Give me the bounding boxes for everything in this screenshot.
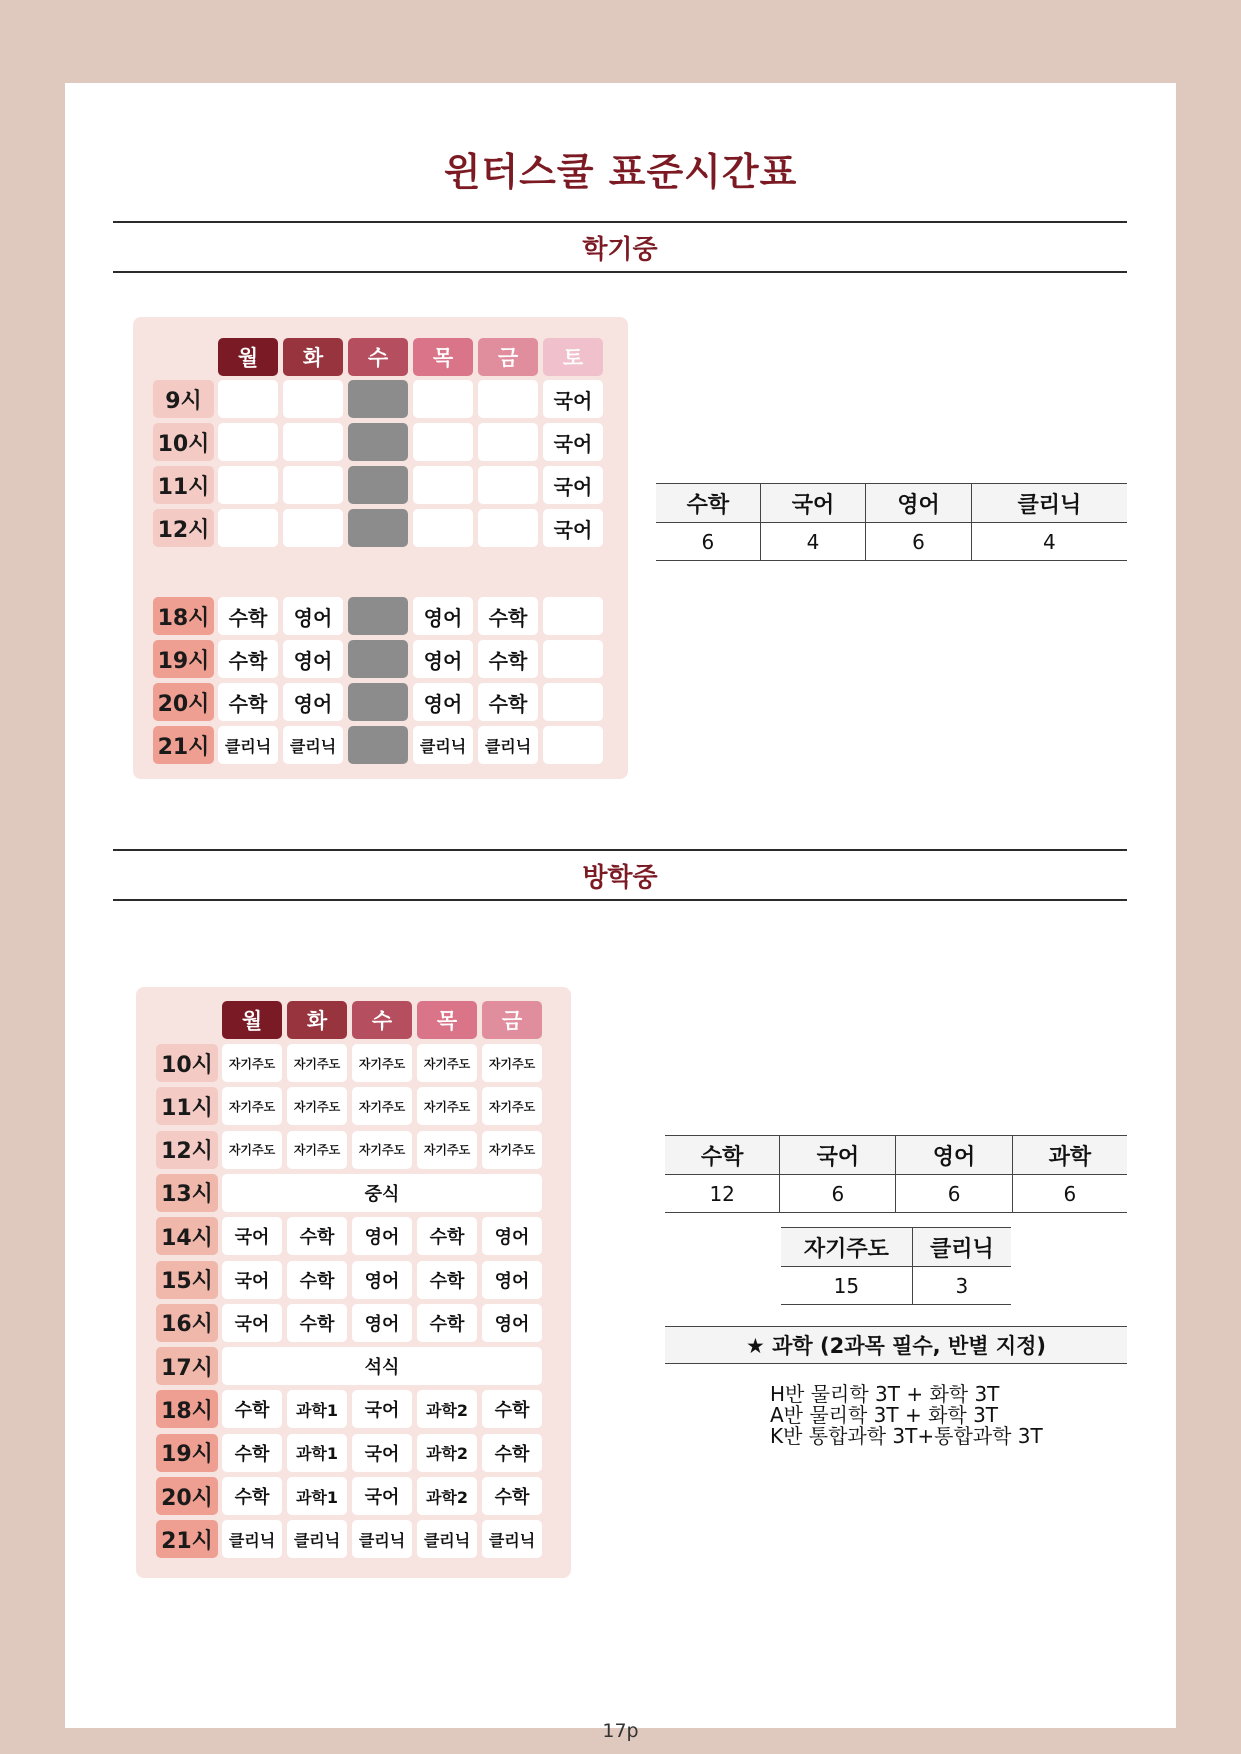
time-label: 19시 bbox=[153, 640, 214, 678]
closed-slot bbox=[348, 597, 408, 635]
timetable-cell: 자기주도 bbox=[287, 1087, 347, 1125]
timetable-cell: 국어 bbox=[352, 1390, 412, 1428]
timetable-cell bbox=[413, 380, 473, 418]
timetable-cell: 수학 bbox=[287, 1304, 347, 1342]
timetable-cell: 자기주도 bbox=[222, 1087, 282, 1125]
timetable-cell: 국어 bbox=[543, 380, 603, 418]
day-header: 토 bbox=[543, 338, 603, 376]
time-label: 15시 bbox=[156, 1261, 218, 1299]
timetable-cell: 국어 bbox=[222, 1261, 282, 1299]
closed-slot bbox=[348, 423, 408, 461]
timetable-cell: 수학 bbox=[417, 1304, 477, 1342]
time-label: 10시 bbox=[153, 423, 214, 461]
timetable-cell bbox=[478, 466, 538, 504]
day-header: 목 bbox=[417, 1001, 477, 1039]
timetable-cell: 영어 bbox=[283, 597, 343, 635]
timetable-cell: 국어 bbox=[222, 1304, 282, 1342]
timetable-cell bbox=[413, 466, 473, 504]
timetable-cell: 국어 bbox=[543, 423, 603, 461]
summary-value: 6 bbox=[1012, 1175, 1127, 1213]
science-note-heading: ★ 과학 (2과목 필수, 반별 지정) bbox=[665, 1326, 1127, 1364]
timetable-cell: 자기주도 bbox=[352, 1044, 412, 1082]
timetable-cell bbox=[283, 380, 343, 418]
timetable-cell bbox=[218, 380, 278, 418]
summary-header: 국어 bbox=[780, 1136, 896, 1175]
timetable-cell: 영어 bbox=[482, 1261, 542, 1299]
summary-header: 영어 bbox=[896, 1136, 1012, 1175]
time-label: 11시 bbox=[153, 466, 214, 504]
science-note-lines bbox=[770, 1384, 1043, 1447]
timetable-cell: 과학1 bbox=[287, 1477, 347, 1515]
day-header: 화 bbox=[283, 338, 343, 376]
timetable-cell: 과학2 bbox=[417, 1477, 477, 1515]
day-header: 월 bbox=[218, 338, 278, 376]
timetable-cell: 영어 bbox=[352, 1217, 412, 1255]
timetable-cell bbox=[218, 466, 278, 504]
day-header: 금 bbox=[482, 1001, 542, 1039]
time-label: 19시 bbox=[156, 1434, 218, 1472]
timetable-cell: 자기주도 bbox=[287, 1131, 347, 1169]
summary-header: 클리닉 bbox=[912, 1228, 1011, 1267]
timetable-cell: 자기주도 bbox=[417, 1131, 477, 1169]
time-label: 11시 bbox=[156, 1087, 218, 1125]
closed-slot bbox=[348, 509, 408, 547]
timetable-cell: 수학 bbox=[417, 1261, 477, 1299]
timetable-cell: 수학 bbox=[222, 1390, 282, 1428]
timetable-cell: 국어 bbox=[352, 1434, 412, 1472]
science-note-line: H반 물리학 3T + 화학 3T bbox=[770, 1382, 1000, 1406]
timetable-cell bbox=[543, 597, 603, 635]
page-title: 윈터스쿨 표준시간표 bbox=[443, 150, 798, 194]
timetable-cell: 클리닉 bbox=[283, 726, 343, 764]
day-header: 목 bbox=[413, 338, 473, 376]
time-label: 13시 bbox=[156, 1174, 218, 1212]
timetable-cell: 자기주도 bbox=[417, 1087, 477, 1125]
timetable-cell: 영어 bbox=[482, 1217, 542, 1255]
summary-header: 클리닉 bbox=[971, 484, 1127, 523]
document-page bbox=[65, 83, 1176, 1742]
timetable-cell: 수학 bbox=[478, 640, 538, 678]
science-note-line: A반 물리학 3T + 화학 3T bbox=[770, 1403, 999, 1427]
timetable-cell: 수학 bbox=[287, 1261, 347, 1299]
timetable-cell: 과학2 bbox=[417, 1434, 477, 1472]
timetable-cell: 수학 bbox=[222, 1477, 282, 1515]
summary-header: 과학 bbox=[1012, 1136, 1127, 1175]
summary-value: 4 bbox=[760, 523, 865, 561]
timetable-cell: 자기주도 bbox=[352, 1087, 412, 1125]
summary-value: 6 bbox=[866, 523, 971, 561]
timetable-cell bbox=[413, 509, 473, 547]
summary-value: 3 bbox=[912, 1267, 1011, 1305]
vacation-summary-table bbox=[665, 1135, 1127, 1213]
summary-value: 6 bbox=[656, 523, 760, 561]
timetable-cell: 자기주도 bbox=[222, 1131, 282, 1169]
time-label: 21시 bbox=[153, 726, 214, 764]
timetable-cell: 클리닉 bbox=[417, 1520, 477, 1558]
time-label: 17시 bbox=[156, 1347, 218, 1385]
time-label: 20시 bbox=[156, 1477, 218, 1515]
time-label: 10시 bbox=[156, 1044, 218, 1082]
timetable-cell: 자기주도 bbox=[287, 1044, 347, 1082]
timetable-cell: 과학1 bbox=[287, 1390, 347, 1428]
timetable-cell: 수학 bbox=[482, 1477, 542, 1515]
timetable-cell bbox=[413, 423, 473, 461]
timetable-cell: 수학 bbox=[417, 1217, 477, 1255]
timetable-cell: 자기주도 bbox=[482, 1131, 542, 1169]
timetable-cell: 수학 bbox=[222, 1434, 282, 1472]
timetable-cell: 영어 bbox=[283, 640, 343, 678]
semester-timetable bbox=[133, 317, 628, 779]
page-number: 17p bbox=[602, 1720, 639, 1742]
closed-slot bbox=[348, 726, 408, 764]
time-label: 9시 bbox=[153, 380, 214, 418]
timetable-cell bbox=[543, 640, 603, 678]
timetable-cell: 영어 bbox=[413, 683, 473, 721]
time-label: 16시 bbox=[156, 1304, 218, 1342]
closed-slot bbox=[348, 683, 408, 721]
timetable-cell: 자기주도 bbox=[417, 1044, 477, 1082]
section-heading-semester: 학기중 bbox=[113, 221, 1127, 273]
science-note-line: K반 통합과학 3T+통합과학 3T bbox=[770, 1424, 1043, 1448]
timetable-cell: 영어 bbox=[413, 597, 473, 635]
timetable-cell: 국어 bbox=[543, 509, 603, 547]
day-header: 수 bbox=[352, 1001, 412, 1039]
timetable-cell: 수학 bbox=[287, 1217, 347, 1255]
timetable-cell: 클리닉 bbox=[478, 726, 538, 764]
timetable-cell: 클리닉 bbox=[222, 1520, 282, 1558]
timetable-cell: 과학2 bbox=[417, 1390, 477, 1428]
time-label: 21시 bbox=[156, 1520, 218, 1558]
time-label: 18시 bbox=[153, 597, 214, 635]
timetable-cell bbox=[478, 423, 538, 461]
summary-value: 15 bbox=[781, 1267, 912, 1305]
summary-header: 영어 bbox=[866, 484, 971, 523]
summary-value: 12 bbox=[665, 1175, 780, 1213]
summary-header: 국어 bbox=[760, 484, 865, 523]
timetable-cell: 자기주도 bbox=[222, 1044, 282, 1082]
closed-slot bbox=[348, 640, 408, 678]
timetable-cell bbox=[283, 423, 343, 461]
timetable-cell: 영어 bbox=[283, 683, 343, 721]
timetable-cell bbox=[543, 683, 603, 721]
meal-break: 중식 bbox=[222, 1174, 542, 1212]
timetable-cell: 영어 bbox=[413, 640, 473, 678]
timetable-cell: 영어 bbox=[482, 1304, 542, 1342]
timetable-cell: 클리닉 bbox=[287, 1520, 347, 1558]
timetable-cell bbox=[283, 466, 343, 504]
timetable-cell: 수학 bbox=[218, 640, 278, 678]
summary-value: 4 bbox=[971, 523, 1127, 561]
timetable-cell bbox=[478, 509, 538, 547]
timetable-cell: 수학 bbox=[218, 597, 278, 635]
timetable-cell: 자기주도 bbox=[482, 1087, 542, 1125]
day-header: 수 bbox=[348, 338, 408, 376]
summary-header: 수학 bbox=[665, 1136, 780, 1175]
time-label: 20시 bbox=[153, 683, 214, 721]
timetable-cell: 클리닉 bbox=[218, 726, 278, 764]
day-header: 금 bbox=[478, 338, 538, 376]
closed-slot bbox=[348, 380, 408, 418]
timetable-cell: 수학 bbox=[478, 597, 538, 635]
timetable-cell: 수학 bbox=[482, 1390, 542, 1428]
timetable-cell: 국어 bbox=[543, 466, 603, 504]
timetable-cell bbox=[478, 380, 538, 418]
timetable-cell: 수학 bbox=[482, 1434, 542, 1472]
time-label: 18시 bbox=[156, 1390, 218, 1428]
timetable-cell: 영어 bbox=[352, 1304, 412, 1342]
summary-value: 6 bbox=[896, 1175, 1012, 1213]
timetable-cell: 클리닉 bbox=[482, 1520, 542, 1558]
time-label: 14시 bbox=[156, 1217, 218, 1255]
timetable-cell: 자기주도 bbox=[482, 1044, 542, 1082]
timetable-cell bbox=[218, 423, 278, 461]
time-label: 12시 bbox=[153, 509, 214, 547]
day-header: 월 bbox=[222, 1001, 282, 1039]
timetable-cell: 클리닉 bbox=[413, 726, 473, 764]
summary-header: 수학 bbox=[656, 484, 760, 523]
timetable-cell: 국어 bbox=[352, 1477, 412, 1515]
day-header: 화 bbox=[287, 1001, 347, 1039]
timetable-cell: 영어 bbox=[352, 1261, 412, 1299]
closed-slot bbox=[348, 466, 408, 504]
summary-value: 6 bbox=[780, 1175, 896, 1213]
summary-header: 자기주도 bbox=[781, 1228, 912, 1267]
timetable-cell: 자기주도 bbox=[352, 1131, 412, 1169]
timetable-cell: 클리닉 bbox=[352, 1520, 412, 1558]
timetable-cell bbox=[543, 726, 603, 764]
timetable-cell bbox=[218, 509, 278, 547]
timetable-cell: 수학 bbox=[218, 683, 278, 721]
semester-summary-table bbox=[656, 483, 1127, 561]
timetable-cell: 국어 bbox=[222, 1217, 282, 1255]
time-label: 12시 bbox=[156, 1131, 218, 1169]
vacation-timetable bbox=[136, 987, 571, 1578]
timetable-cell bbox=[283, 509, 343, 547]
vacation-summary-table-2 bbox=[781, 1227, 1011, 1305]
timetable-cell: 과학1 bbox=[287, 1434, 347, 1472]
timetable-cell: 수학 bbox=[478, 683, 538, 721]
section-heading-vacation: 방학중 bbox=[113, 849, 1127, 901]
meal-break: 석식 bbox=[222, 1347, 542, 1385]
